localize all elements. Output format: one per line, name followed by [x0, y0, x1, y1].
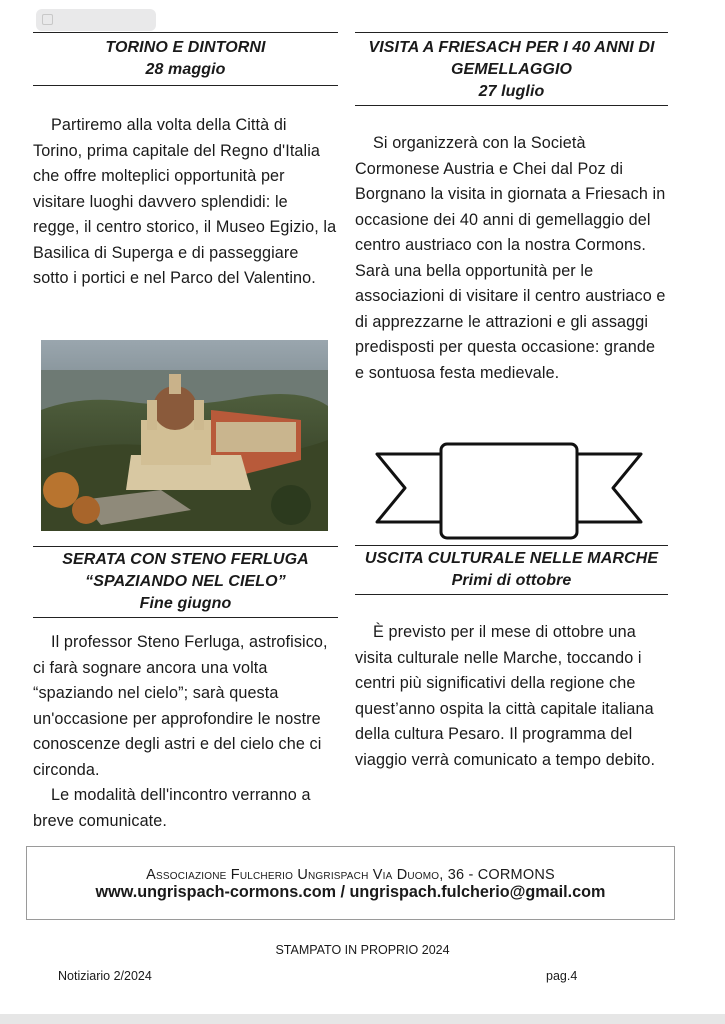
section-subtitle: “SPAZIANDO NEL CIELO” — [85, 573, 286, 590]
section-body: Partiremo alla volta della Città di Torino, prima capitale del Regno d'Italia che offre molteplici opportunità per visitare luoghi davvero splendidi: le regge, il centro storico, il Museo Egizio, la Basilica di Superga e di passeggiare sotto i portici e nel Parco del Valentino. — [33, 116, 337, 287]
section-marche — [355, 545, 668, 773]
issue-label: Notiziario 2/2024 — [58, 969, 152, 983]
section-title: TORINO E DINTORNI — [105, 39, 266, 56]
section-title: USCITA CULTURALE NELLE MARCHE — [364, 550, 659, 567]
rule-top — [355, 545, 668, 546]
rule-bottom — [33, 617, 338, 618]
ribbon-icon — [375, 442, 643, 542]
page-indicator — [36, 9, 156, 31]
section-torino — [33, 32, 338, 292]
section-date: Primi di ottobre — [451, 572, 572, 589]
section-date: 28 maggio — [145, 61, 226, 78]
rule-top — [33, 546, 338, 547]
rule-bottom — [355, 105, 668, 106]
page-number: pag.4 — [546, 969, 578, 983]
section-friesach — [355, 32, 668, 386]
section-date: 27 luglio — [478, 83, 545, 100]
section-date: Fine giugno — [139, 595, 232, 612]
section-title: SERATA CON STENO FERLUGA — [62, 551, 309, 568]
basilica-illustration — [41, 340, 328, 531]
section-title: VISITA A FRIESACH PER I 40 ANNI DI GEMELLAGGIO — [368, 39, 655, 78]
rule-top — [33, 32, 338, 33]
section-serata — [33, 546, 338, 834]
superga-photo — [41, 340, 328, 531]
section-body-2: Le modalità dell'incontro verranno a breve comunicate. — [33, 786, 311, 830]
printed-note: STAMPATO IN PROPRIO 2024 — [275, 943, 450, 957]
section-body: Il professor Steno Ferluga, astrofisico, ci farà sognare ancora una volta “spaziando nel cielo”; sarà questa un'occasione per approfondire le nostre conoscenze degli astri e del cielo che ci circonda. — [33, 633, 328, 779]
rule-bottom — [355, 594, 668, 595]
website-email[interactable]: www.ungrispach-cormons.com / ungrispach.fulcherio@gmail.com — [95, 883, 606, 901]
ribbon-banner — [375, 442, 643, 542]
rule-top — [355, 32, 668, 33]
page-icon — [42, 14, 53, 25]
rule-bottom — [33, 85, 338, 86]
association-address: Associazione Fulcherio Ungrispach Via Duomo, 36 - CORMONS — [146, 867, 555, 883]
section-body: Si organizzerà con la Società Cormonese Austria e Chei dal Poz di Borgnano la visita in giornata a Friesach in occasione dei 40 anni di gemellaggio del centro austriaco con la nostra Cormons. Sarà una bella opportunità per le associazioni di visitare il centro austriaco e di apprezzarne le attrazioni e gli assaggi predisposti per questa occasione: grande e sontuosa festa medievale. — [355, 134, 666, 382]
section-body: È previsto per il mese di ottobre una visita culturale nelle Marche, toccando i centri più significativi della regione che quest’anno ospita la città capitale italiana della cultura Pesaro. Il programma del viaggio verrà comunicato a tempo debito. — [355, 623, 656, 769]
bottom-bar — [0, 1014, 725, 1024]
footer-contact-box — [26, 846, 675, 920]
